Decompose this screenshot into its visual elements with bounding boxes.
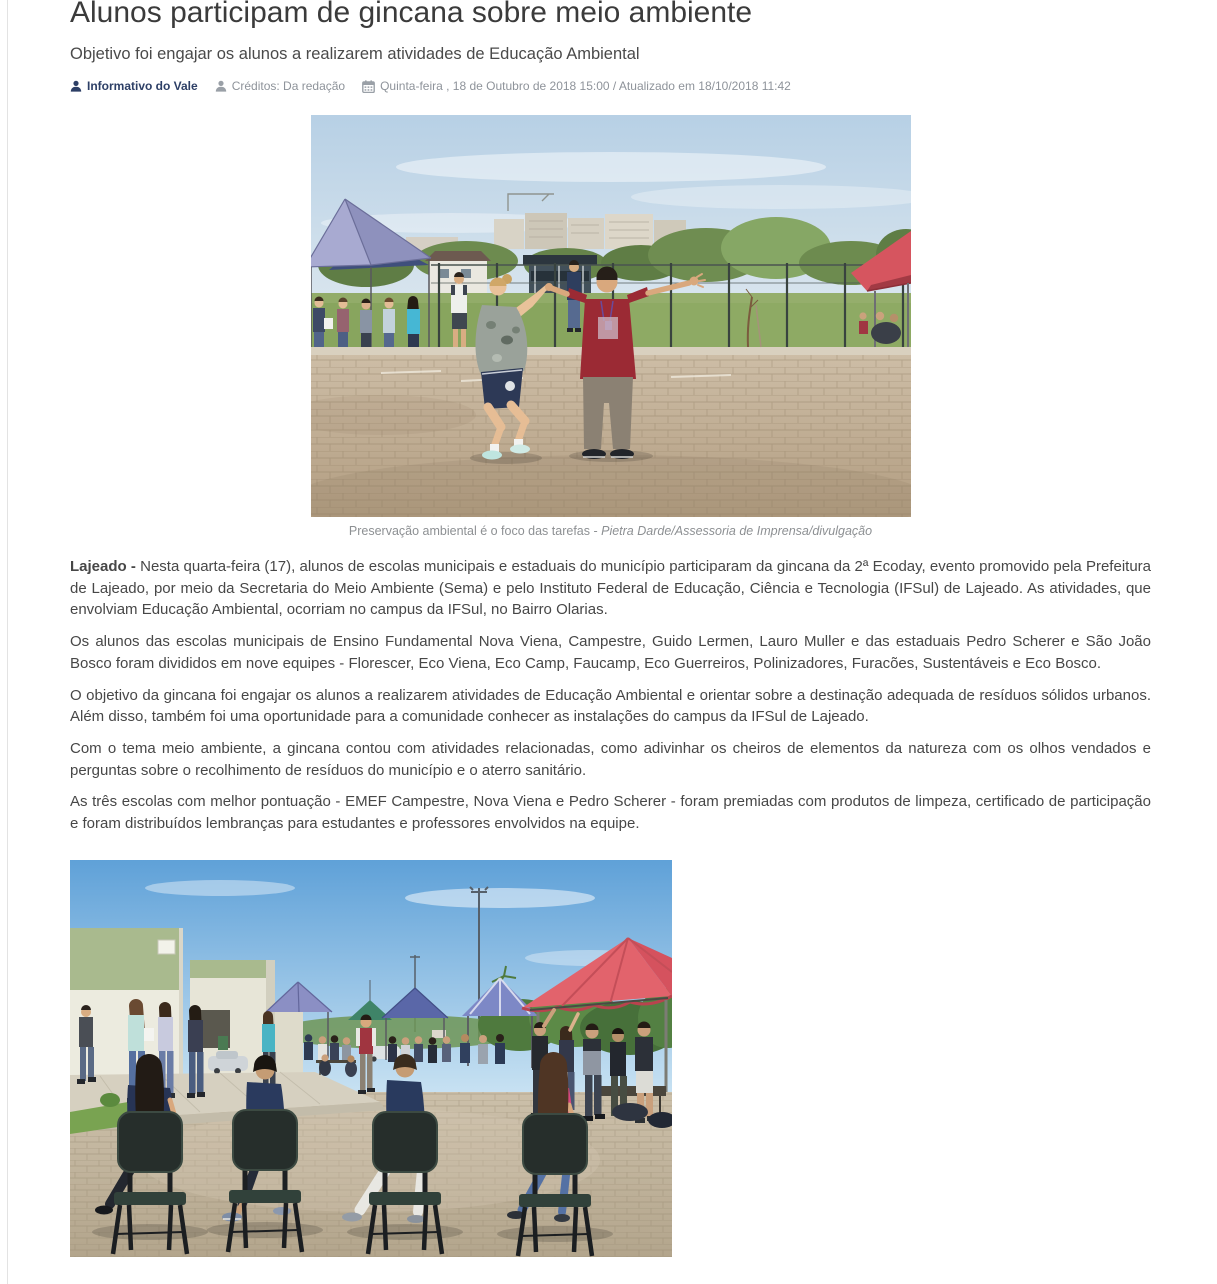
calendar-icon — [362, 80, 375, 93]
paragraph: O objetivo da gincana foi engajar os alunos a realizarem atividades de Educação Ambiental e orientar sobre a destinação adequada de resíduos sólidos urbanos. Além disso, também foi uma oportunidade para a comunidade conhecer as instalações do campus da IFSul de Lajeado. — [70, 686, 1151, 726]
paragraph: Com o tema meio ambiente, a gincana contou com atividades relacionadas, como adivinhar os cheiros de elementos da natureza com os olhos vendados e perguntas sobre o recolhimento de resíduos do município e o aterro sanitário. — [70, 739, 1151, 779]
caption-credit: Pietra Darde/Assessoria de Imprensa/divulgação — [601, 524, 873, 538]
page-left-rule — [7, 0, 8, 1284]
photo-1-caption — [70, 524, 1151, 538]
article-body — [70, 556, 1151, 845]
credits-label: Créditos: Da redação — [231, 79, 346, 93]
paragraph: Lajeado - Nesta quarta-feira (17), alunos de escolas municipais e estaduais do município participaram da gincana da 2ª Ecoday, evento promovido pela Prefeitura de Lajeado, por meio da Secretaria do Meio Ambiente (Sema) e pelo Instituto Federal de Educação, Ciência e Tecnologia (IFSul) de Lajeado. As atividades, que envolviam Educação Ambiental, ocorriam no campus da IFSul, no Bairro Olarias. — [70, 558, 1151, 619]
page-title: Alunos participam de gincana sobre meio ambiente — [70, 0, 753, 29]
author-link[interactable] — [70, 79, 198, 93]
meta-bar — [70, 79, 791, 93]
article-subtitle: Objetivo foi engajar os alunos a realizarem atividades de Educação Ambiental — [70, 45, 640, 63]
photo-1-illustration — [311, 115, 911, 517]
photo-2-illustration — [70, 860, 672, 1257]
caption-text: Preservação ambiental é o foco das tarefas - — [348, 524, 602, 538]
date-item — [362, 79, 791, 93]
paragraph: Os alunos das escolas municipais de Ensino Fundamental Nova Viena, Campestre, Guido Lermen, Lauro Muller e das estaduais Pedro Scherer e São João Bosco foram divididos em nove equipes - Florescer, Eco Viena, Eco Camp, Faucamp, Eco Guerreiros, Polinizadores, Furacões, Sustentáveis e Eco Bosco. — [70, 633, 1151, 672]
article-photo-1 — [311, 115, 911, 517]
paragraph: As três escolas com melhor pontuação - EMEF Campestre, Nova Viena e Pedro Scherer - foram premiadas com produtos de limpeza, certificado de participação e foram distribuídos lembranças para estudantes e professores envolvidos na equipe. — [70, 793, 1151, 833]
article-photo-2 — [70, 860, 672, 1257]
author-label: Informativo do Vale — [87, 79, 198, 93]
date-label: Quinta-feira , 18 de Outubro de 2018 15:00 / Atualizado em 18/10/2018 11:42 — [380, 79, 791, 93]
credits-item — [215, 79, 345, 93]
user-icon — [215, 80, 227, 92]
user-icon — [70, 80, 82, 92]
